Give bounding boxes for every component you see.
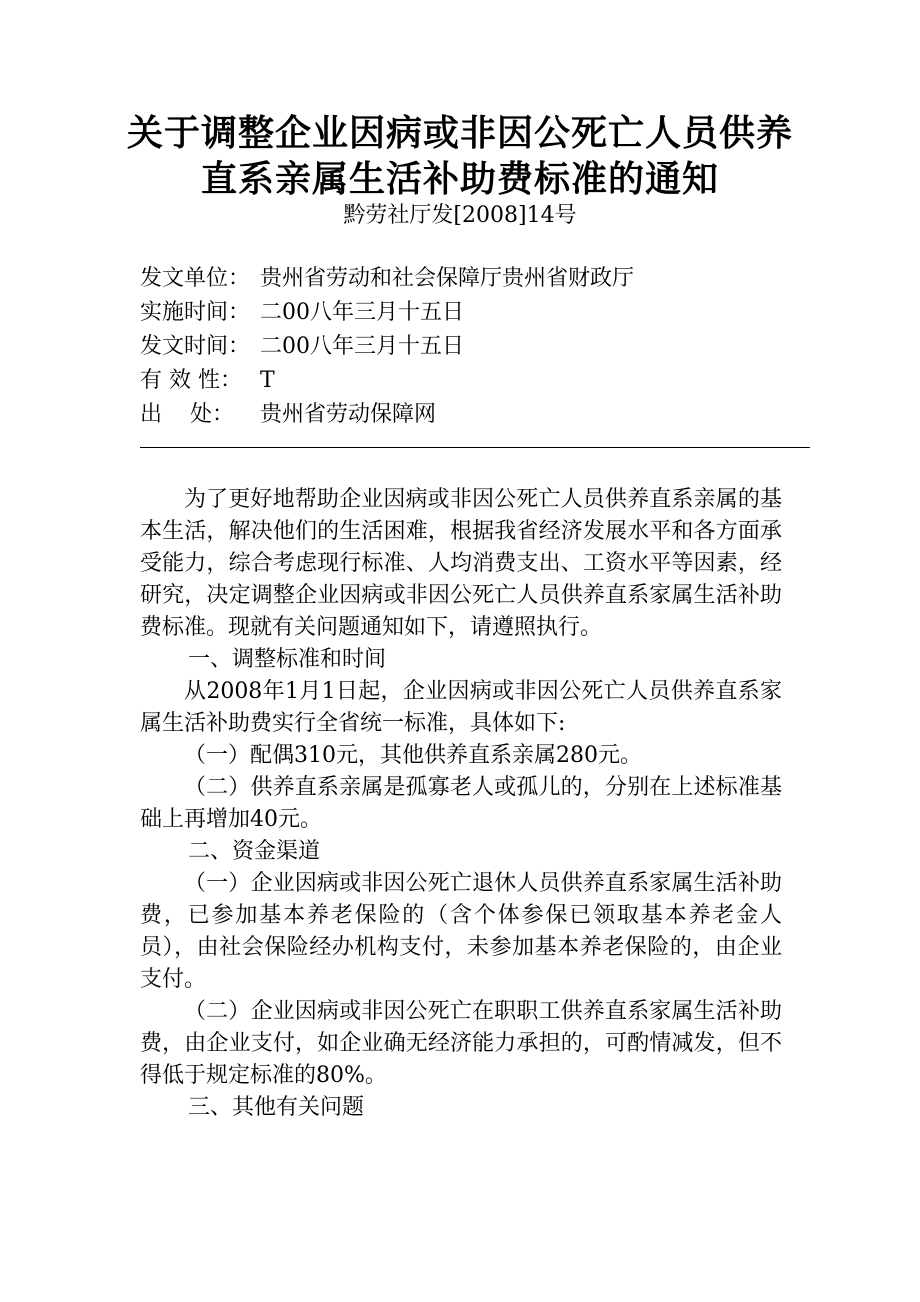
body-item-1-2: （二）供养直系亲属是孤寡老人或孤儿的，分别在上述标准基础上再增加40元。 bbox=[140, 775, 782, 832]
section-heading-2: 二、资金渠道 bbox=[188, 839, 321, 864]
body-item-2-1: （一）企业因病或非因公死亡退休人员供养直系家属生活补助费，已参加基本养老保险的（含个体参保已领取基本养老金人员），由社会保险经办机构支付，未参加基本养老保险的，由企业支付。 bbox=[140, 871, 782, 992]
metadata-block bbox=[140, 262, 820, 432]
divider-line bbox=[140, 447, 810, 448]
meta-value: 贵州省劳动保障网 bbox=[260, 402, 437, 427]
meta-row-validity bbox=[140, 364, 820, 398]
meta-label: 实施时间： bbox=[140, 300, 251, 325]
meta-value: T bbox=[260, 368, 275, 393]
meta-label: 发文时间： bbox=[140, 334, 251, 359]
body-paragraph-standard: 从2008年1月1日起，企业因病或非因公死亡人员供养直系家属生活补助费实行全省统一标准，具体如下: bbox=[140, 679, 782, 736]
section-heading-3: 三、其他有关问题 bbox=[188, 1095, 365, 1120]
document-number: 黔劳社厅发[2008]14号 bbox=[343, 203, 577, 228]
meta-value: 二00八年三月十五日 bbox=[260, 334, 464, 359]
document-title-line-2: 直系亲属生活补助费标准的通知 bbox=[200, 159, 719, 200]
meta-row-issue-date bbox=[140, 330, 820, 364]
body-paragraph-intro: 为了更好地帮助企业因病或非因公死亡人员供养直系亲属的基本生活，解决他们的生活困难，根据我省经济发展水平和各方面承受能力，综合考虑现行标准、人均消费支出、工资水平等因素，经研究，决定调整企业因病或非因公死亡人员供养直系家属生活补助费标准。现就有关问题通知如下，请遵照执行。 bbox=[140, 487, 782, 640]
meta-label: 有 效 性： bbox=[140, 368, 242, 393]
meta-value: 二00八年三月十五日 bbox=[260, 300, 464, 325]
meta-row-issuer bbox=[140, 262, 820, 296]
meta-value: 贵州省劳动和社会保障厅贵州省财政厅 bbox=[260, 266, 635, 291]
meta-label: 发文单位： bbox=[140, 266, 251, 291]
document-title-line-1: 关于调整企业因病或非因公死亡人员供养 bbox=[126, 113, 793, 154]
body-item-1-1: （一）配偶310元，其他供养直系亲属280元。 bbox=[184, 743, 642, 768]
meta-label: 出 处： bbox=[140, 402, 234, 427]
meta-row-effective-date bbox=[140, 296, 820, 330]
document-body bbox=[140, 484, 782, 1124]
body-item-2-2: （二）企业因病或非因公死亡在职职工供养直系家属生活补助费，由企业支付，如企业确无经济能力承担的，可酌情减发，但不得低于规定标准的80%。 bbox=[140, 999, 782, 1088]
meta-row-source bbox=[140, 398, 820, 432]
section-heading-1: 一、调整标准和时间 bbox=[188, 647, 387, 672]
